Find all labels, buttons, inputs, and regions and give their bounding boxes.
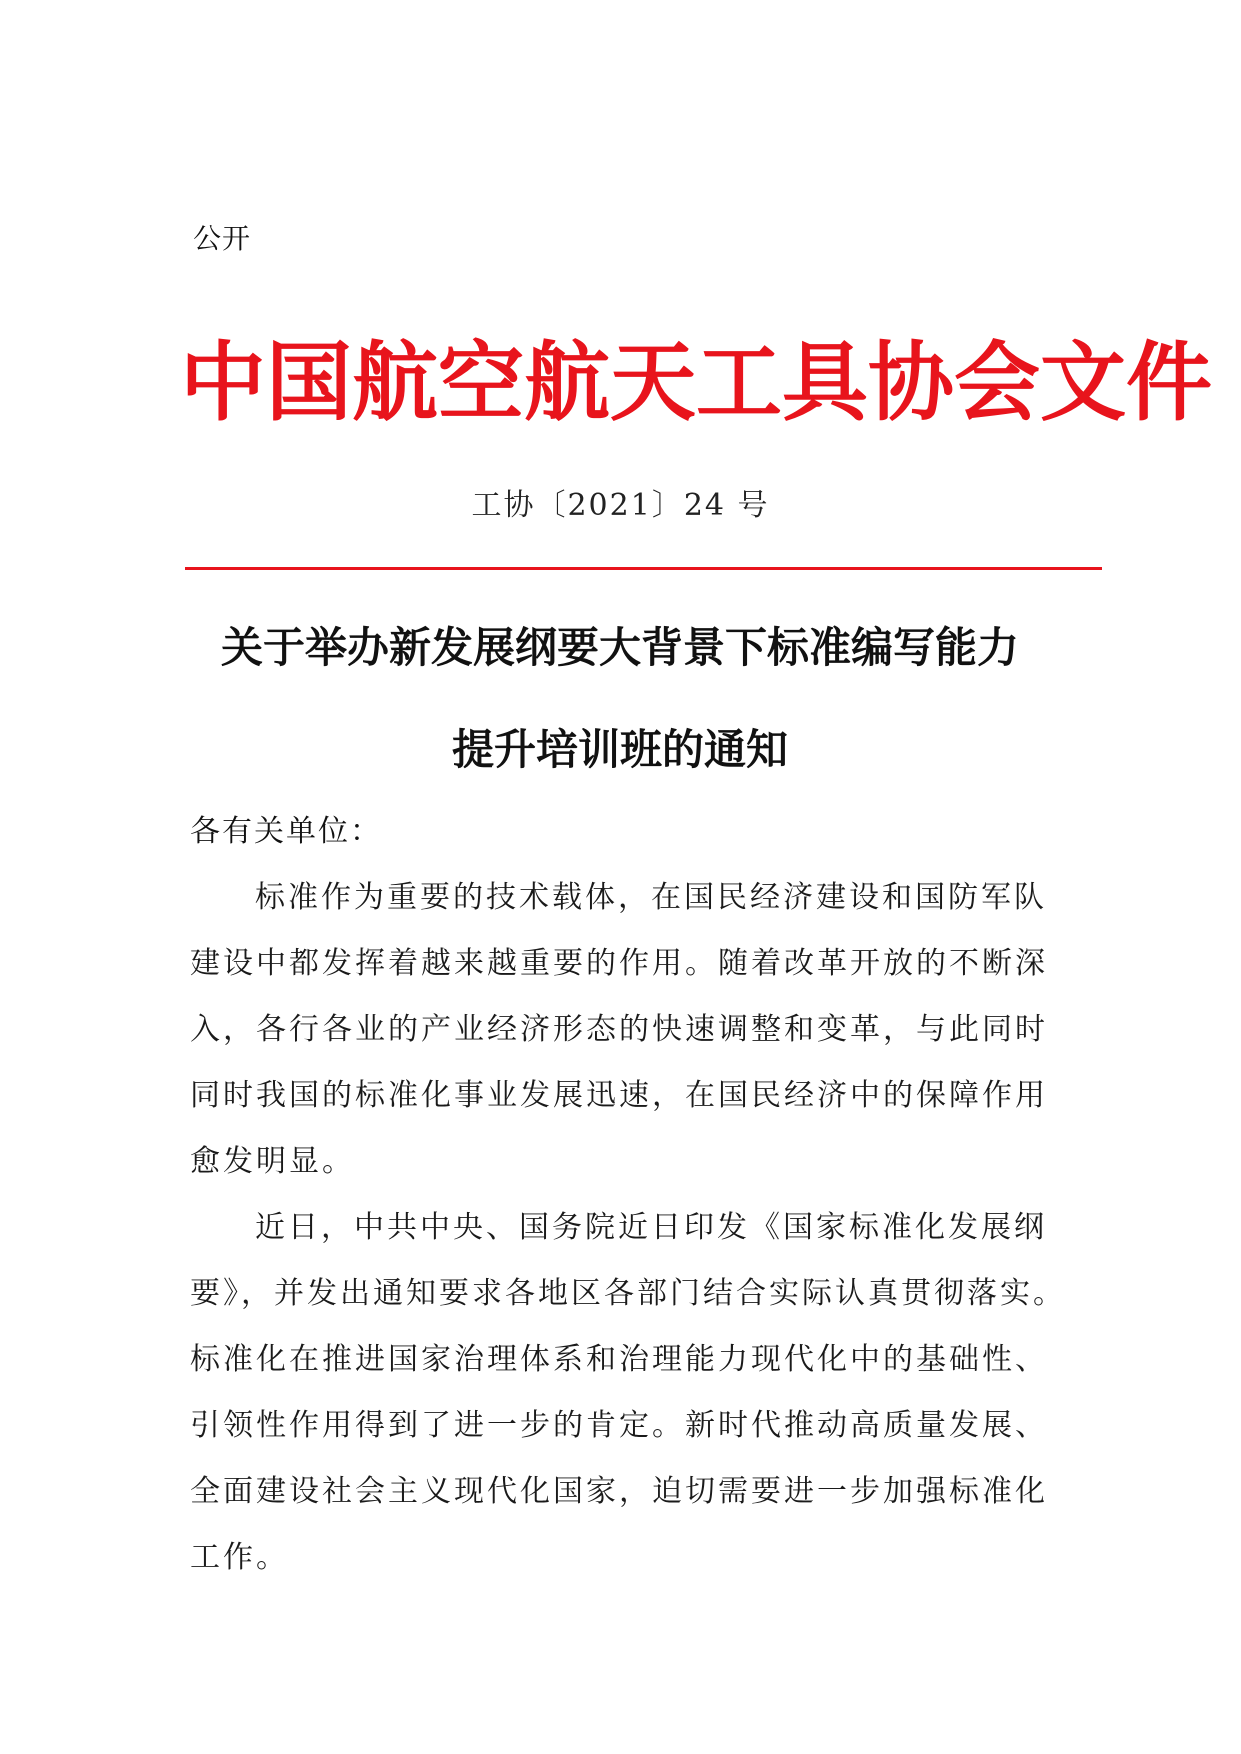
header-divider [185,567,1102,570]
notice-title-line-2: 提升培训班的通知 [451,725,788,774]
issuing-organization-header: 中国航空航天工具协会文件 [180,333,1212,433]
classification-label: 公开 [193,222,252,255]
paragraph-1-line-5: 愈发明显。 [190,1144,355,1179]
paragraph-1-line-2: 建设中都发挥着越来越重要的作用。随着改革开放的不断深 [190,946,1048,981]
paragraph-1-line-1: 标准作为重要的技术载体，在国民经济建设和国防军队 [255,880,1047,915]
notice-title-line-1: 关于举办新发展纲要大背景下标准编写能力 [220,623,1019,672]
paragraph-2-line-5: 全面建设社会主义现代化国家，迫切需要进一步加强标准化 [190,1474,1048,1509]
paragraph-2-line-6: 工作。 [190,1540,289,1575]
document-number: 工协〔2021〕24 号 [471,488,770,523]
paragraph-2-line-2: 要》，并发出通知要求各地区各部门结合实际认真贯彻落实。 [190,1276,1066,1311]
paragraph-2-line-4: 引领性作用得到了进一步的肯定。新时代推动高质量发展、 [190,1408,1048,1443]
paragraph-2-line-1: 近日，中共中央、国务院近日印发《国家标准化发展纲 [255,1210,1047,1245]
salutation: 各有关单位： [190,814,382,849]
paragraph-1-line-3: 入，各行各业的产业经济形态的快速调整和变革，与此同时 [190,1012,1048,1047]
paragraph-2-line-3: 标准化在推进国家治理体系和治理能力现代化中的基础性、 [190,1342,1048,1377]
paragraph-1-line-4: 同时我国的标准化事业发展迅速，在国民经济中的保障作用 [190,1078,1048,1113]
